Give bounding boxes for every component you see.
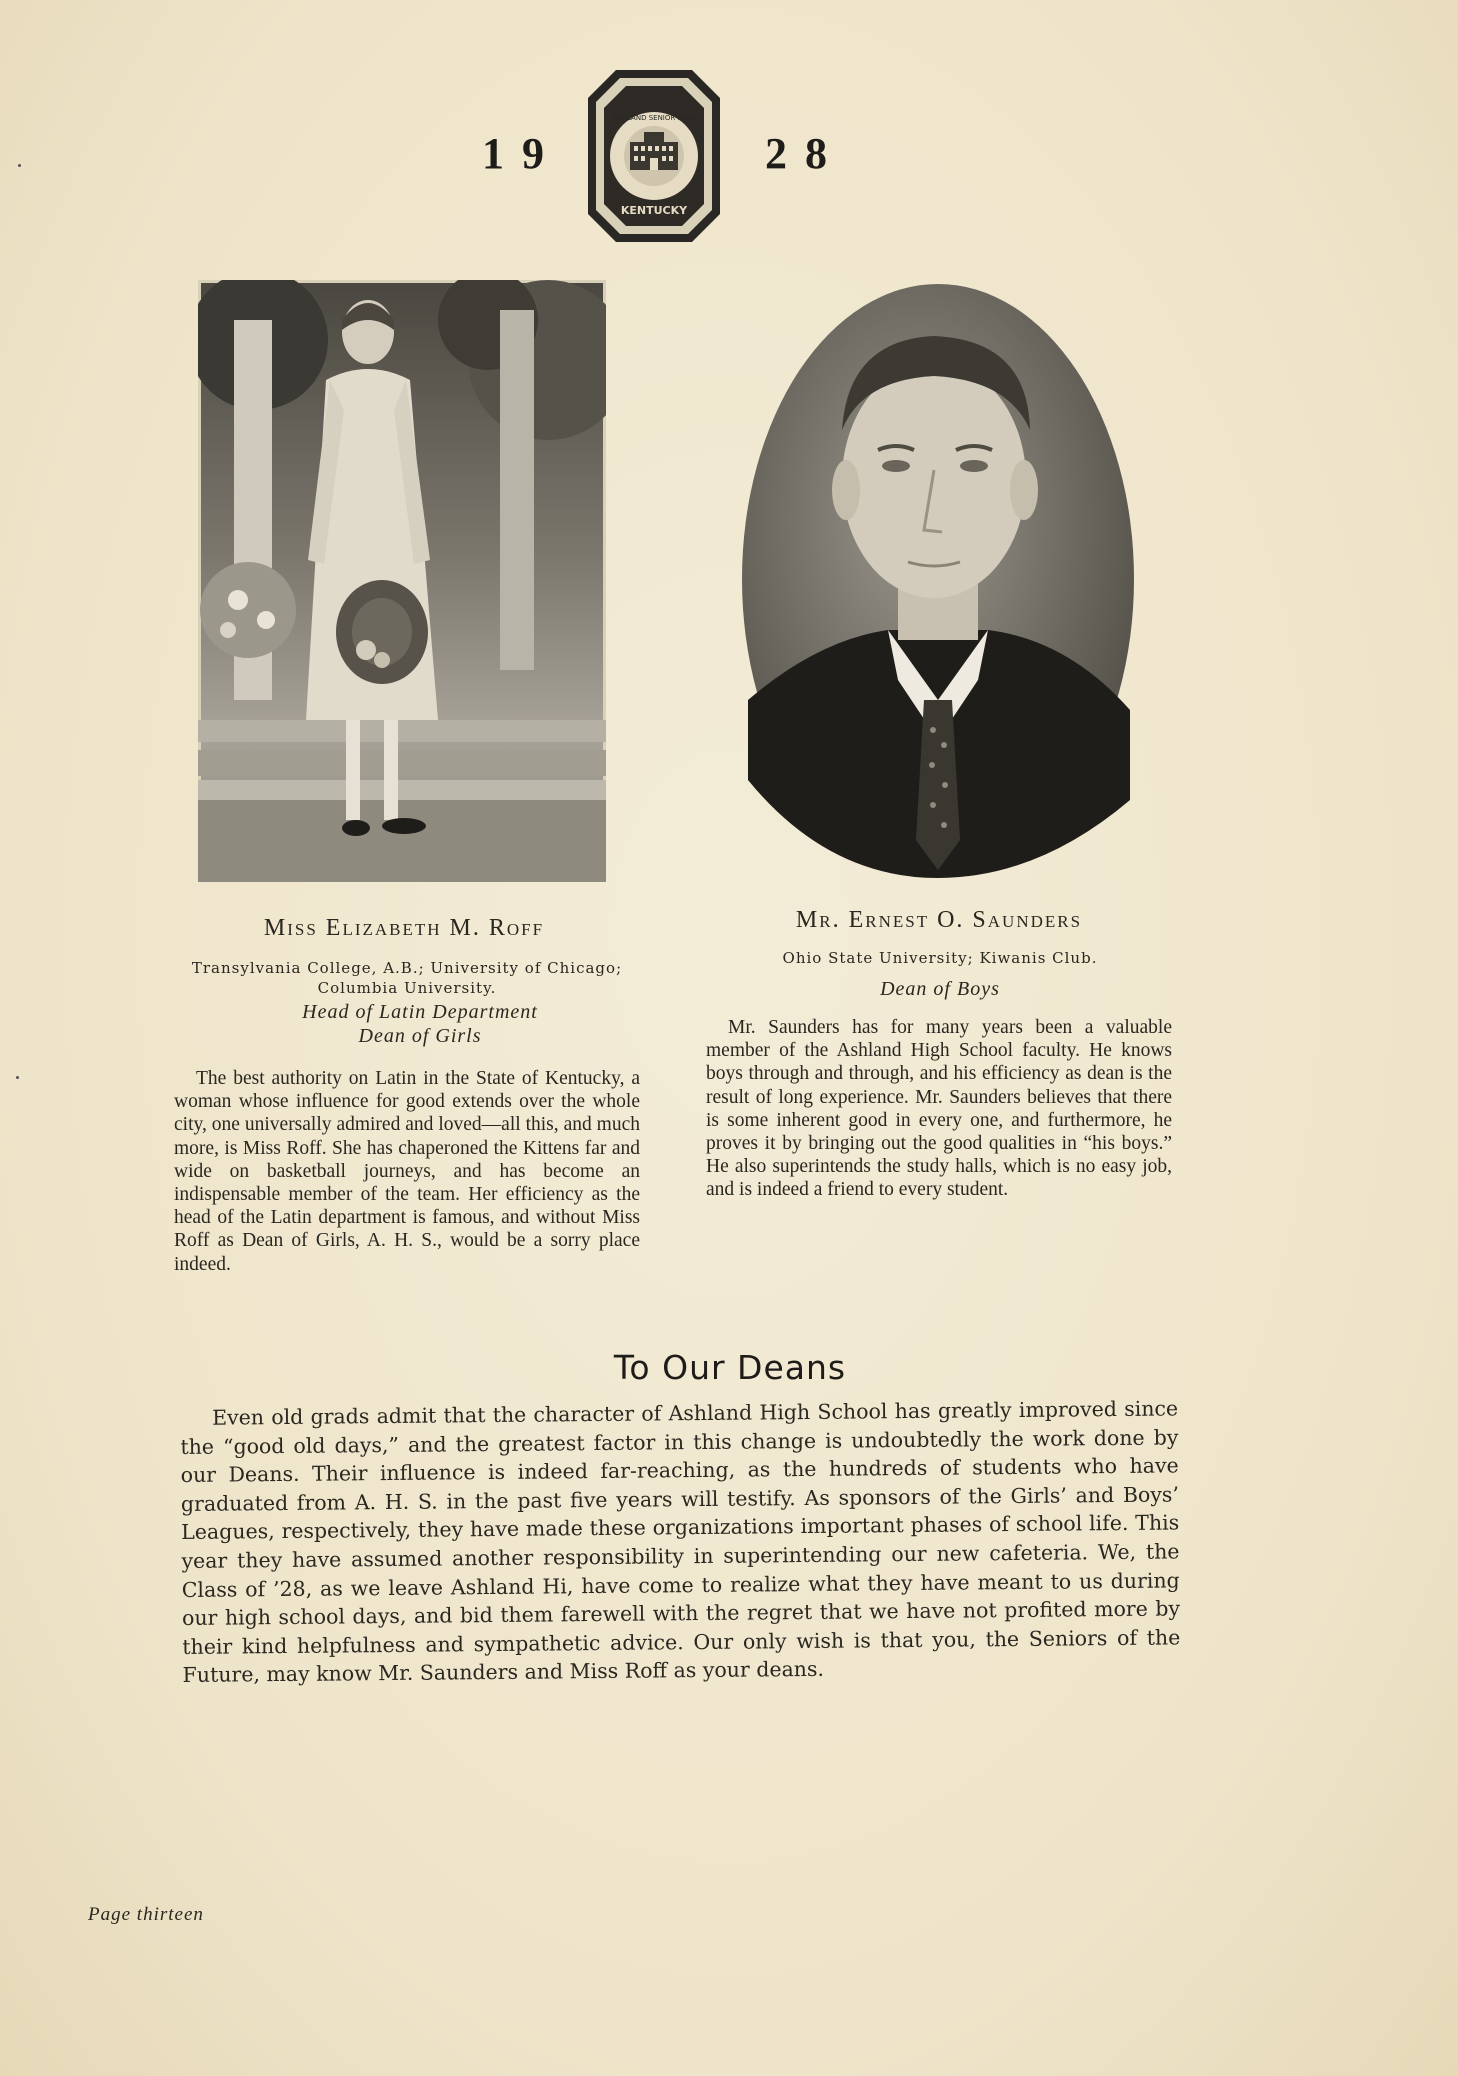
profile-bio: The best authority on Latin in the State of Kentucky, a woman whose influence for good extends over the whole city, one universally admired and loved—all this, and much more, is Miss Roff. She has chaperoned the Kittens far and wide on basketball journeys, and has become an indispensable member of the team. Her efficiency as the head of the Latin department is famous, and without Miss Roff as Dean of Girls, A. H. S., would be a sorry place indeed. [174,1068,640,1275]
profile-name: Mr. Ernest O. Saunders [795,907,1083,933]
profile-education: Ohio State University; Kiwanis Club. [782,949,1098,967]
school-seal-icon [586,68,722,244]
page-number: Page thirteen [88,1904,204,1925]
profile-role [230,1000,610,1048]
profile-name: Miss Elizabeth M. Roff [263,915,545,941]
man-portrait-icon [738,280,1138,878]
profile-role-line: Head of Latin Department [302,1001,538,1023]
year-right: 28 [765,129,845,178]
tribute-body: Even old grads admit that the character of Ashland High School has greatly improved since the “good old days,” and the greatest factor in this change is undoubtedly the work done by our Deans. Their influence is indeed far-reaching, as the hundreds of students who have graduated from A. H. S. in the past five years will testify. As sponsors of the Girls’ and Boys’ Leagues, respectively, they have made these organizations important phases of school life. This year they have assumed another responsibility in superintending our new cafeteria. We, the Class of ’28, as we leave Ashland Hi, have come to realize what they have meant to us during our high school days, and bid them farewell with the regret that we have not profited more by their kind helpfulness and sympathetic advice. Our only wish is that you, the Seniors of the Future, may know Mr. Saunders and Miss Roff as your deans. [180,1396,1181,1688]
seal-arc-text: ASHLAND SENIOR HIGH [612,114,696,122]
scan-speck [16,1076,19,1079]
woman-portrait-icon [198,280,606,882]
profile-role: Dean of Boys [880,978,1000,1000]
seal-state-text: KENTUCKY [620,204,688,217]
profile-education: Transylvania College, A.B.; University of Chicago; Columbia University. [191,959,623,997]
scan-speck [18,164,21,167]
profile-bio: Mr. Saunders has for many years been a valuable member of the Ashland High School faculty. He knows boys through and through, and his efficiency as dean is the result of long experience. Mr. Saunders believes that there is some inherent good in every one, and furthermore, he proves it by bringing out the good qualities in “his boys.” He also superintends the study halls, which is no easy job, and is indeed a friend to every student. [706,1017,1172,1201]
profile-role-line: Dean of Girls [358,1025,482,1047]
year-left: 19 [482,129,562,178]
tribute-heading: To Our Deans [613,1348,847,1387]
